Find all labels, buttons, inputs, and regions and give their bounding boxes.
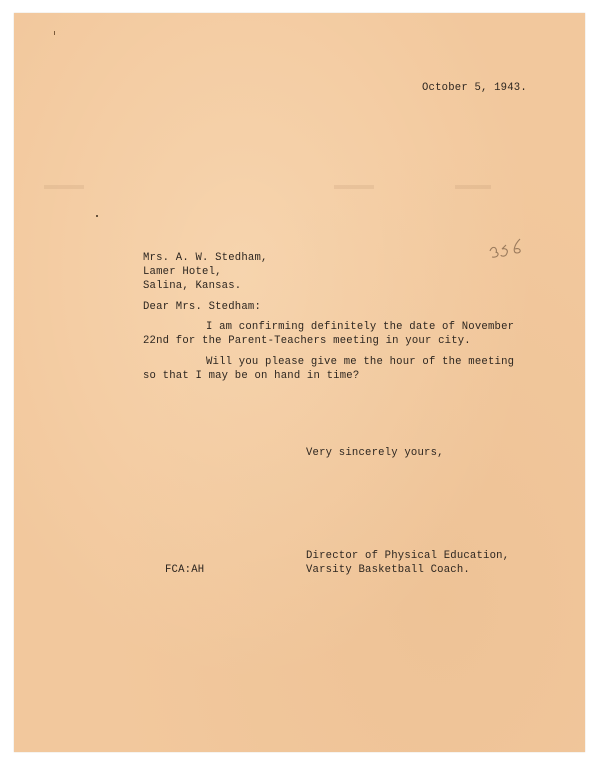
signature-title-1: Director of Physical Education, [306, 550, 510, 562]
bleed-through-mark [455, 185, 491, 189]
bleed-through-mark [334, 185, 374, 189]
typist-initials: FCA:AH [165, 564, 205, 576]
handwritten-note [484, 231, 544, 261]
salutation: Dear Mrs. Stedham: [143, 301, 262, 313]
paper-speck [96, 215, 98, 217]
addressee-name: Mrs. A. W. Stedham, [143, 252, 268, 264]
bleed-through-mark [44, 185, 84, 189]
addressee-hotel: Lamer Hotel, [143, 266, 222, 278]
paper-speck [54, 31, 55, 35]
signature-title-2: Varsity Basketball Coach. [306, 564, 470, 576]
paragraph-1-line-1: I am confirming definitely the date of November [206, 321, 515, 333]
paragraph-2-line-1: Will you please give me the hour of the meeting [206, 356, 515, 368]
paragraph-2-line-2: so that I may be on hand in time? [143, 370, 360, 382]
addressee-city: Salina, Kansas. [143, 280, 242, 292]
paragraph-1-line-2: 22nd for the Parent-Teachers meeting in your city. [143, 335, 471, 347]
letter-page [14, 13, 585, 752]
closing: Very sincerely yours, [306, 447, 444, 459]
letter-date: October 5, 1943. [422, 82, 527, 94]
